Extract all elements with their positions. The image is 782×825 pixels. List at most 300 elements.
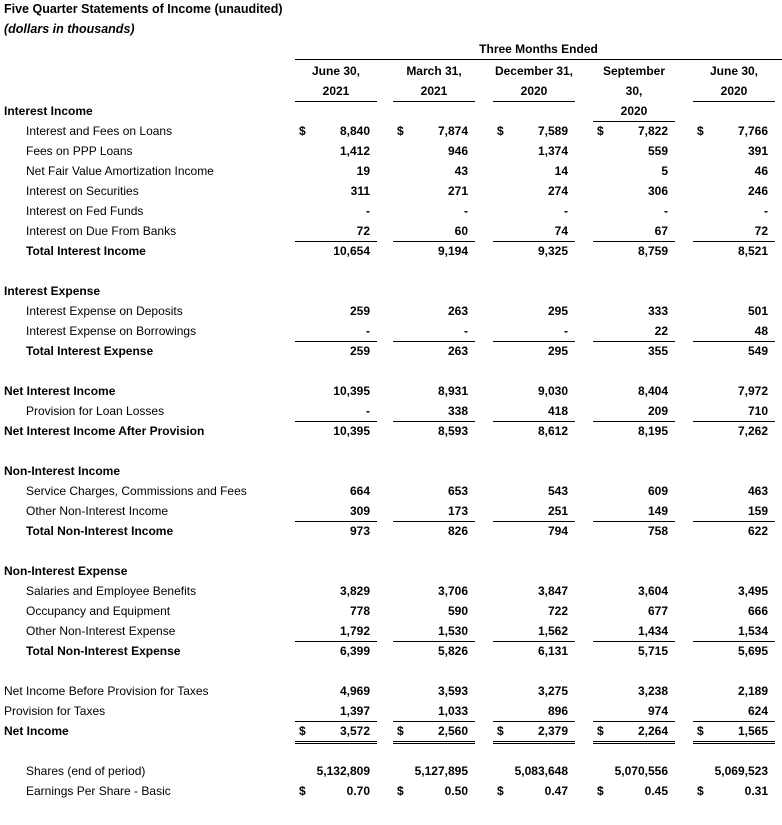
dollar-sign: $ — [299, 784, 306, 798]
dollar-sign: $ — [497, 124, 504, 138]
value-number: 8,759 — [637, 244, 668, 258]
value-number: 418 — [547, 404, 568, 418]
value-number: 666 — [747, 604, 768, 618]
value-cell — [393, 701, 475, 722]
value-number: 159 — [747, 504, 768, 518]
value-number: 209 — [647, 404, 668, 418]
value-number: - — [366, 204, 370, 218]
value-cell — [295, 401, 377, 422]
value-number: 501 — [747, 304, 768, 318]
value-number: 5,070,556 — [614, 764, 668, 778]
value-cell — [295, 681, 377, 701]
value-cell — [593, 501, 675, 522]
value-cell — [295, 421, 377, 441]
row-label: Total Non-Interest Income — [26, 524, 174, 538]
value-cell — [693, 721, 775, 744]
value-number: 5,715 — [637, 644, 668, 658]
value-cell — [393, 301, 475, 321]
value-number: - — [564, 324, 568, 338]
value-cell — [295, 641, 377, 661]
value-cell — [593, 701, 675, 722]
dollar-sign: $ — [497, 784, 504, 798]
value-cell — [593, 341, 675, 361]
value-cell — [693, 381, 775, 401]
row-label: Total Interest Income — [26, 244, 146, 258]
value-number: - — [464, 204, 468, 218]
value-cell — [295, 621, 377, 642]
value-number: 8,404 — [637, 384, 668, 398]
value-cell — [693, 621, 775, 642]
value-number: 14 — [554, 164, 568, 178]
column-header — [693, 61, 775, 102]
value-number: 973 — [349, 524, 370, 538]
row-label: Net Income — [4, 724, 69, 738]
row-label: Other Non-Interest Income — [26, 504, 169, 518]
value-number: 722 — [547, 604, 568, 618]
value-number: 1,397 — [339, 704, 370, 718]
value-cell — [393, 381, 475, 401]
value-number: 1,562 — [537, 624, 568, 638]
dollar-sign: $ — [597, 784, 604, 798]
value-number: 48 — [754, 324, 768, 338]
value-number: 263 — [447, 304, 468, 318]
value-number: 259 — [349, 344, 370, 358]
dollar-sign: $ — [597, 124, 604, 138]
value-number: 677 — [647, 604, 668, 618]
value-number: 549 — [747, 344, 768, 358]
value-cell — [693, 601, 775, 621]
value-number: 10,654 — [333, 244, 370, 258]
value-cell — [493, 181, 575, 201]
value-number: 6,131 — [537, 644, 568, 658]
value-cell — [693, 341, 775, 361]
value-number: - — [764, 204, 768, 218]
value-number: 710 — [747, 404, 768, 418]
value-cell — [295, 601, 377, 621]
dollar-sign: $ — [299, 124, 306, 138]
value-number: 1,792 — [339, 624, 370, 638]
value-cell — [295, 721, 377, 744]
value-cell — [593, 781, 675, 801]
value-cell — [593, 581, 675, 601]
value-number: 8,195 — [637, 424, 668, 438]
row-label: Salaries and Employee Benefits — [26, 584, 197, 598]
value-cell — [295, 301, 377, 321]
value-cell — [593, 381, 675, 401]
column-header — [393, 61, 475, 102]
value-cell — [693, 401, 775, 422]
value-number: 60 — [454, 224, 468, 238]
value-number: 896 — [547, 704, 568, 718]
row-label: Provision for Loan Losses — [26, 404, 165, 418]
value-number: 10,395 — [333, 384, 370, 398]
row-label: Provision for Taxes — [4, 704, 106, 718]
value-number: 778 — [349, 604, 370, 618]
row-label: Total Interest Expense — [26, 344, 154, 358]
value-cell — [493, 601, 575, 621]
value-number: 2,379 — [537, 724, 568, 738]
value-number: 9,030 — [537, 384, 568, 398]
value-number: 624 — [747, 704, 768, 718]
value-cell — [295, 781, 377, 801]
value-cell — [393, 201, 475, 221]
value-number: 0.47 — [544, 784, 568, 798]
value-number: 1,033 — [437, 704, 468, 718]
value-cell — [593, 721, 675, 744]
value-number: 4,969 — [339, 684, 370, 698]
row-label: Interest on Securities — [26, 184, 139, 198]
value-number: 0.50 — [444, 784, 468, 798]
column-header-line2: 2020 — [493, 81, 575, 102]
value-cell — [693, 781, 775, 801]
value-number: - — [366, 404, 370, 418]
value-number: 758 — [647, 524, 668, 538]
value-cell — [295, 321, 377, 342]
value-cell — [693, 121, 775, 141]
value-cell — [493, 701, 575, 722]
column-header — [295, 61, 377, 102]
dollar-sign: $ — [697, 124, 704, 138]
value-number: 7,766 — [737, 124, 768, 138]
value-number: 6,399 — [339, 644, 370, 658]
row-label: Net Interest Income After Provision — [4, 424, 205, 438]
value-cell — [295, 381, 377, 401]
dollar-sign: $ — [497, 724, 504, 738]
dollar-sign: $ — [697, 784, 704, 798]
value-cell — [295, 201, 377, 221]
value-cell — [393, 341, 475, 361]
value-number: 653 — [447, 484, 468, 498]
period-header: Three Months Ended — [479, 42, 598, 56]
value-number: 1,412 — [339, 144, 370, 158]
row-label: Interest on Due From Banks — [26, 224, 177, 238]
dollar-sign: $ — [397, 724, 404, 738]
row-label: Net Interest Income — [4, 384, 116, 398]
value-number: 246 — [747, 184, 768, 198]
value-cell — [295, 141, 377, 161]
value-cell — [295, 221, 377, 242]
value-number: 543 — [547, 484, 568, 498]
dollar-sign: $ — [299, 724, 306, 738]
value-number: 46 — [754, 164, 768, 178]
value-cell — [693, 701, 775, 722]
value-cell — [593, 181, 675, 201]
value-number: 826 — [447, 524, 468, 538]
value-cell — [393, 421, 475, 441]
value-number: 259 — [349, 304, 370, 318]
value-cell — [393, 141, 475, 161]
value-number: 10,395 — [333, 424, 370, 438]
value-number: 3,829 — [339, 584, 370, 598]
row-label: Interest Income — [4, 104, 93, 118]
value-cell — [493, 721, 575, 744]
value-number: 8,840 — [339, 124, 370, 138]
value-cell — [493, 581, 575, 601]
value-cell — [693, 301, 775, 321]
value-number: 463 — [747, 484, 768, 498]
value-cell — [693, 501, 775, 522]
dollar-sign: $ — [397, 124, 404, 138]
value-cell — [493, 301, 575, 321]
value-cell — [693, 141, 775, 161]
value-number: 5,826 — [437, 644, 468, 658]
row-label: Interest Expense on Borrowings — [26, 324, 197, 338]
value-cell — [693, 581, 775, 601]
value-cell — [393, 721, 475, 744]
value-cell — [393, 641, 475, 661]
value-number: 3,495 — [737, 584, 768, 598]
column-header-line1: June 30, — [709, 64, 759, 78]
value-cell — [393, 621, 475, 642]
value-number: 9,325 — [537, 244, 568, 258]
column-header-line1: March 31, — [406, 64, 462, 78]
row-label: Occupancy and Equipment — [26, 604, 171, 618]
value-cell — [693, 181, 775, 201]
value-cell — [693, 521, 775, 541]
value-number: 664 — [349, 484, 370, 498]
value-cell — [593, 141, 675, 161]
value-cell — [493, 341, 575, 361]
value-number: 67 — [654, 224, 668, 238]
value-cell — [295, 121, 377, 141]
value-cell — [295, 761, 377, 781]
value-number: 274 — [547, 184, 568, 198]
value-cell — [693, 481, 775, 501]
column-header-line1: June 30, — [311, 64, 361, 78]
value-number: 0.70 — [346, 784, 370, 798]
value-number: 295 — [547, 304, 568, 318]
value-number: 22 — [654, 324, 668, 338]
value-cell — [693, 221, 775, 242]
value-cell — [493, 781, 575, 801]
value-cell — [393, 781, 475, 801]
value-number: 338 — [447, 404, 468, 418]
value-cell — [393, 601, 475, 621]
value-number: - — [366, 324, 370, 338]
value-cell — [593, 621, 675, 642]
value-number: - — [664, 204, 668, 218]
value-number: 1,565 — [737, 724, 768, 738]
value-cell — [393, 221, 475, 242]
value-number: 7,822 — [637, 124, 668, 138]
value-cell — [593, 201, 675, 221]
value-number: 1,530 — [437, 624, 468, 638]
value-cell — [493, 761, 575, 781]
value-number: 173 — [447, 504, 468, 518]
row-label: Interest on Fed Funds — [26, 204, 144, 218]
value-number: 1,534 — [737, 624, 768, 638]
value-number: 149 — [647, 504, 668, 518]
value-cell — [593, 601, 675, 621]
column-header-line2: 2020 — [693, 81, 775, 102]
value-cell — [693, 321, 775, 342]
value-number: 1,374 — [537, 144, 568, 158]
row-label: Non-Interest Income — [4, 464, 121, 478]
dollar-sign: $ — [597, 724, 604, 738]
value-cell — [593, 401, 675, 422]
row-label: Shares (end of period) — [26, 764, 146, 778]
value-number: 74 — [554, 224, 568, 238]
value-cell — [693, 161, 775, 181]
value-cell — [493, 401, 575, 422]
value-cell — [593, 521, 675, 541]
value-cell — [493, 381, 575, 401]
value-cell — [393, 401, 475, 422]
value-number: - — [464, 324, 468, 338]
value-cell — [493, 681, 575, 701]
value-number: 3,847 — [537, 584, 568, 598]
value-cell — [693, 641, 775, 661]
value-number: 7,972 — [737, 384, 768, 398]
value-cell — [393, 181, 475, 201]
value-cell — [493, 641, 575, 661]
value-number: 3,604 — [637, 584, 668, 598]
value-cell — [295, 481, 377, 501]
value-number: 974 — [647, 704, 668, 718]
value-number: 559 — [647, 144, 668, 158]
value-cell — [493, 321, 575, 342]
value-cell — [593, 761, 675, 781]
value-cell — [593, 301, 675, 321]
value-number: 5 — [661, 164, 668, 178]
row-label: Total Non-Interest Expense — [26, 644, 181, 658]
value-number: 5,132,809 — [316, 764, 370, 778]
value-cell — [693, 241, 775, 261]
value-number: 43 — [454, 164, 468, 178]
row-label: Fees on PPP Loans — [26, 144, 133, 158]
value-number: 263 — [447, 344, 468, 358]
value-cell — [593, 641, 675, 661]
column-header-line1: December 31, — [494, 64, 574, 78]
value-number: 3,275 — [537, 684, 568, 698]
value-number: 72 — [356, 224, 370, 238]
value-number: 5,695 — [737, 644, 768, 658]
value-cell — [693, 201, 775, 221]
value-number: 0.45 — [644, 784, 668, 798]
value-number: 5,127,895 — [414, 764, 468, 778]
value-number: 306 — [647, 184, 668, 198]
value-number: 355 — [647, 344, 668, 358]
value-number: 19 — [356, 164, 370, 178]
value-cell — [295, 161, 377, 181]
row-label: Service Charges, Commissions and Fees — [26, 484, 247, 498]
value-cell — [393, 681, 475, 701]
value-number: 8,521 — [737, 244, 768, 258]
value-number: 622 — [747, 524, 768, 538]
value-number: 271 — [447, 184, 468, 198]
value-number: 794 — [547, 524, 568, 538]
value-number: 5,069,523 — [714, 764, 768, 778]
value-number: 391 — [747, 144, 768, 158]
value-cell — [593, 421, 675, 441]
value-cell — [593, 161, 675, 181]
value-cell — [393, 521, 475, 541]
value-cell — [493, 201, 575, 221]
value-cell — [295, 501, 377, 522]
row-label: Non-Interest Expense — [4, 564, 128, 578]
column-header-line2: 2021 — [295, 81, 377, 102]
value-cell — [393, 321, 475, 342]
column-header — [593, 61, 675, 122]
column-header — [493, 61, 575, 102]
value-number: 609 — [647, 484, 668, 498]
value-number: 0.31 — [744, 784, 768, 798]
value-number: 1,434 — [637, 624, 668, 638]
value-cell — [393, 501, 475, 522]
column-header-line1: September 30, — [602, 64, 666, 98]
row-label: Other Non-Interest Expense — [26, 624, 176, 638]
value-number: 251 — [547, 504, 568, 518]
value-cell — [393, 121, 475, 141]
value-number: 3,572 — [339, 724, 370, 738]
value-cell — [493, 241, 575, 261]
value-number: 590 — [447, 604, 468, 618]
row-label: Net Income Before Provision for Taxes — [4, 684, 209, 698]
value-cell — [593, 221, 675, 242]
value-cell — [493, 221, 575, 242]
value-number: 3,593 — [437, 684, 468, 698]
value-number: 2,264 — [637, 724, 668, 738]
value-cell — [593, 681, 675, 701]
value-number: 309 — [349, 504, 370, 518]
column-header-line2: 2021 — [393, 81, 475, 102]
value-cell — [493, 501, 575, 522]
row-label: Earnings Per Share - Basic — [26, 784, 171, 798]
value-number: 7,589 — [537, 124, 568, 138]
value-number: 8,612 — [537, 424, 568, 438]
value-cell — [693, 761, 775, 781]
value-cell — [393, 241, 475, 261]
value-cell — [393, 161, 475, 181]
value-cell — [393, 581, 475, 601]
column-header-line2: 2020 — [593, 101, 675, 122]
value-number: - — [564, 204, 568, 218]
value-number: 2,560 — [437, 724, 468, 738]
row-label: Interest Expense — [4, 284, 101, 298]
value-number: 9,194 — [437, 244, 468, 258]
value-number: 946 — [447, 144, 468, 158]
value-cell — [295, 241, 377, 261]
value-cell — [295, 701, 377, 722]
value-number: 5,083,648 — [514, 764, 568, 778]
value-number: 2,189 — [737, 684, 768, 698]
value-cell — [393, 481, 475, 501]
value-cell — [295, 341, 377, 361]
value-cell — [493, 481, 575, 501]
value-cell — [493, 121, 575, 141]
value-cell — [493, 621, 575, 642]
value-cell — [295, 181, 377, 201]
value-number: 72 — [754, 224, 768, 238]
period-header-rule — [295, 59, 782, 60]
value-cell — [493, 141, 575, 161]
value-number: 7,262 — [737, 424, 768, 438]
value-number: 7,874 — [437, 124, 468, 138]
value-cell — [693, 421, 775, 441]
row-label: Net Fair Value Amortization Income — [26, 164, 214, 178]
value-cell — [295, 581, 377, 601]
row-label: Interest Expense on Deposits — [26, 304, 183, 318]
value-number: 8,593 — [437, 424, 468, 438]
value-number: 3,238 — [637, 684, 668, 698]
dollar-sign: $ — [697, 724, 704, 738]
value-cell — [593, 241, 675, 261]
value-number: 3,706 — [437, 584, 468, 598]
value-cell — [593, 121, 675, 141]
value-cell — [593, 481, 675, 501]
statement-subtitle: (dollars in thousands) — [4, 22, 135, 36]
row-label: Interest and Fees on Loans — [26, 124, 173, 138]
